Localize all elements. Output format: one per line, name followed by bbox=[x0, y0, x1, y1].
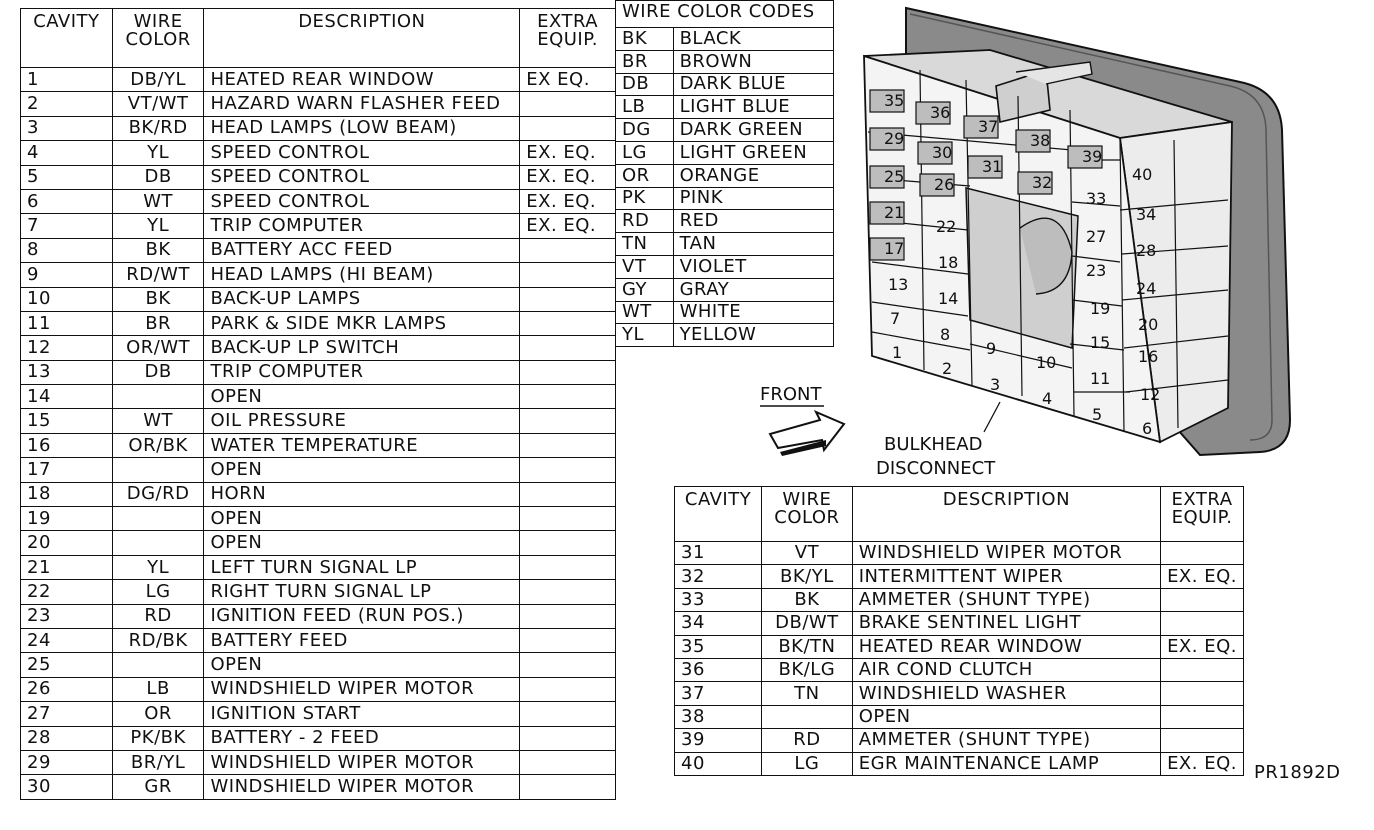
cavity-cell: 40 bbox=[675, 752, 762, 775]
table-row bbox=[21, 580, 616, 604]
extra-equip-cell bbox=[520, 726, 616, 750]
cavity-number-label: 5 bbox=[1092, 405, 1103, 424]
cavity-cell: 39 bbox=[675, 729, 762, 752]
description-cell: HEATED REAR WINDOW bbox=[852, 635, 1160, 658]
color-name-cell: VIOLET bbox=[673, 255, 833, 278]
cavity-number-label: 26 bbox=[934, 175, 955, 194]
extra-equip-cell bbox=[520, 555, 616, 579]
cavity-number-label: 21 bbox=[884, 203, 905, 222]
cavity-cell: 1 bbox=[21, 68, 113, 92]
cavity-cell: 34 bbox=[675, 612, 762, 635]
cavity-number-label: 4 bbox=[1042, 389, 1053, 408]
description-cell: WATER TEMPERATURE bbox=[204, 433, 520, 457]
cavity-number-label: 28 bbox=[1136, 241, 1157, 260]
table-header bbox=[675, 487, 1244, 542]
wire-color-cell: BK bbox=[762, 588, 853, 611]
description-cell: SPEED CONTROL bbox=[204, 189, 520, 213]
header-cavity: CAVITY bbox=[675, 487, 762, 542]
bulkhead-label-line1: BULKHEAD bbox=[884, 434, 983, 455]
table-row bbox=[21, 214, 616, 238]
description-cell: OPEN bbox=[204, 458, 520, 482]
description-cell: SPEED CONTROL bbox=[204, 165, 520, 189]
description-cell: BATTERY ACC FEED bbox=[204, 238, 520, 262]
color-name-cell: WHITE bbox=[673, 301, 833, 324]
header-description: DESCRIPTION bbox=[204, 9, 520, 68]
color-code-cell: WT bbox=[616, 301, 674, 324]
color-code-cell: LB bbox=[616, 96, 674, 119]
extra-equip-cell: EX. EQ. bbox=[1161, 635, 1244, 658]
description-cell: HEAD LAMPS (LOW BEAM) bbox=[204, 116, 520, 140]
wire-color-cell: YL bbox=[112, 141, 204, 165]
color-code-cell: BK bbox=[616, 28, 674, 51]
cavity-number-label: 30 bbox=[932, 143, 953, 162]
description-cell: WINDSHIELD WIPER MOTOR bbox=[852, 542, 1160, 565]
description-cell: RIGHT TURN SIGNAL LP bbox=[204, 580, 520, 604]
color-code-cell: DG bbox=[616, 119, 674, 142]
cavity-number-label: 16 bbox=[1138, 347, 1159, 366]
table-row bbox=[21, 238, 616, 262]
table-row bbox=[675, 565, 1244, 588]
wire-color-cell: DB/WT bbox=[762, 612, 853, 635]
description-cell: INTERMITTENT WIPER bbox=[852, 565, 1160, 588]
wire-color-cell: TN bbox=[762, 682, 853, 705]
bulkhead-leader-line bbox=[984, 402, 1000, 432]
cavity-number-label: 8 bbox=[940, 325, 951, 344]
cavity-cell: 26 bbox=[21, 677, 113, 701]
table-header bbox=[21, 9, 616, 68]
color-name-cell: DARK BLUE bbox=[673, 73, 833, 96]
extra-equip-cell bbox=[520, 750, 616, 774]
cavity-number-label: 11 bbox=[1090, 369, 1111, 388]
table-row bbox=[21, 775, 616, 799]
cavity-number-label: 23 bbox=[1086, 261, 1107, 280]
extra-equip-cell bbox=[520, 628, 616, 652]
table-row bbox=[21, 409, 616, 433]
cavity-cell: 6 bbox=[21, 189, 113, 213]
wire-color-cell: RD/WT bbox=[112, 263, 204, 287]
table-row bbox=[21, 604, 616, 628]
cavity-cell: 10 bbox=[21, 287, 113, 311]
cavity-number-label: 13 bbox=[888, 275, 909, 294]
cavity-cell: 12 bbox=[21, 336, 113, 360]
color-code-cell: LG bbox=[616, 141, 674, 164]
cavity-cell: 28 bbox=[21, 726, 113, 750]
extra-equip-cell bbox=[1161, 612, 1244, 635]
wire-color-cell: VT/WT bbox=[112, 92, 204, 116]
table-row bbox=[21, 385, 616, 409]
extra-equip-cell bbox=[520, 604, 616, 628]
wire-color-cell: OR bbox=[112, 702, 204, 726]
description-cell: HEATED REAR WINDOW bbox=[204, 68, 520, 92]
cavity-number-label: 33 bbox=[1086, 189, 1107, 208]
table-row bbox=[21, 507, 616, 531]
description-cell: EGR MAINTENANCE LAMP bbox=[852, 752, 1160, 775]
table-row bbox=[675, 752, 1244, 775]
cavity-cell: 3 bbox=[21, 116, 113, 140]
wire-color-cell: YL bbox=[112, 214, 204, 238]
table-row bbox=[21, 360, 616, 384]
cavity-cell: 21 bbox=[21, 555, 113, 579]
cavity-number-label: 29 bbox=[884, 129, 905, 148]
description-cell: HEAD LAMPS (HI BEAM) bbox=[204, 263, 520, 287]
table-row bbox=[21, 555, 616, 579]
bulkhead-disconnect-diagram bbox=[760, 0, 1374, 480]
extra-equip-cell bbox=[520, 458, 616, 482]
wire-color-cell bbox=[112, 531, 204, 555]
wire-color-cell: LG bbox=[762, 752, 853, 775]
color-name-cell: BLACK bbox=[673, 28, 833, 51]
table-body bbox=[21, 68, 616, 800]
wire-color-cell: OR/WT bbox=[112, 336, 204, 360]
cavity-cell: 16 bbox=[21, 433, 113, 457]
extra-equip-cell bbox=[520, 92, 616, 116]
cavity-cell: 2 bbox=[21, 92, 113, 116]
extra-equip-cell bbox=[1161, 542, 1244, 565]
color-name-cell: PINK bbox=[673, 187, 833, 210]
front-label: FRONT bbox=[760, 384, 822, 405]
description-cell: WINDSHIELD WIPER MOTOR bbox=[204, 750, 520, 774]
bulkhead-label-line2: DISCONNECT bbox=[876, 458, 996, 479]
wire-color-cell: LB bbox=[112, 677, 204, 701]
extra-equip-cell bbox=[520, 507, 616, 531]
color-name-cell: DARK GREEN bbox=[673, 119, 833, 142]
table-row bbox=[675, 705, 1244, 728]
cavity-cell: 24 bbox=[21, 628, 113, 652]
extra-equip-cell: EX. EQ. bbox=[520, 189, 616, 213]
wire-color-cell: BK/RD bbox=[112, 116, 204, 140]
extra-equip-cell bbox=[520, 385, 616, 409]
extra-equip-cell bbox=[520, 238, 616, 262]
color-name-cell: LIGHT GREEN bbox=[673, 141, 833, 164]
cavity-cell: 33 bbox=[675, 588, 762, 611]
cavity-number-label: 1 bbox=[892, 343, 903, 362]
table-row bbox=[21, 336, 616, 360]
cavity-table-31-40 bbox=[674, 486, 1244, 776]
table-row bbox=[21, 92, 616, 116]
cavity-number-label: 2 bbox=[942, 359, 953, 378]
wire-color-cell: DB bbox=[112, 165, 204, 189]
wire-color-cell: BK/TN bbox=[762, 635, 853, 658]
cavity-number-label: 7 bbox=[890, 309, 901, 328]
description-cell: OPEN bbox=[852, 705, 1160, 728]
table-row bbox=[21, 68, 616, 92]
wire-color-cell: GR bbox=[112, 775, 204, 799]
cavity-number-label: 38 bbox=[1030, 131, 1051, 150]
description-cell: HORN bbox=[204, 482, 520, 506]
description-cell: OPEN bbox=[204, 507, 520, 531]
table-row bbox=[21, 189, 616, 213]
description-cell: OIL PRESSURE bbox=[204, 409, 520, 433]
extra-equip-cell bbox=[520, 433, 616, 457]
extra-equip-cell bbox=[520, 287, 616, 311]
color-code-cell: VT bbox=[616, 255, 674, 278]
table-row bbox=[21, 141, 616, 165]
extra-equip-cell bbox=[1161, 705, 1244, 728]
cavity-cell: 29 bbox=[21, 750, 113, 774]
color-code-cell: GY bbox=[616, 278, 674, 301]
description-cell: AMMETER (SHUNT TYPE) bbox=[852, 729, 1160, 752]
cavity-number-label: 18 bbox=[938, 253, 959, 272]
cavity-cell: 14 bbox=[21, 385, 113, 409]
table-row bbox=[675, 658, 1244, 681]
description-cell: WINDSHIELD WIPER MOTOR bbox=[204, 775, 520, 799]
figure-id: PR1892D bbox=[1254, 762, 1341, 783]
cavity-cell: 27 bbox=[21, 702, 113, 726]
table-row bbox=[21, 677, 616, 701]
table-row bbox=[675, 588, 1244, 611]
table-row bbox=[21, 726, 616, 750]
wire-color-cell: DB/YL bbox=[112, 68, 204, 92]
wire-color-cell bbox=[112, 507, 204, 531]
cavity-cell: 13 bbox=[21, 360, 113, 384]
table-row bbox=[21, 311, 616, 335]
extra-equip-cell bbox=[520, 311, 616, 335]
table-row bbox=[21, 531, 616, 555]
cavity-table-1-30 bbox=[20, 8, 616, 800]
description-cell: HAZARD WARN FLASHER FEED bbox=[204, 92, 520, 116]
color-name-cell: GRAY bbox=[673, 278, 833, 301]
table-row bbox=[21, 263, 616, 287]
wire-color-cell: LG bbox=[112, 580, 204, 604]
wire-color-cell bbox=[112, 458, 204, 482]
cavity-number-label: 3 bbox=[990, 375, 1001, 394]
cavity-number-label: 27 bbox=[1086, 227, 1107, 246]
cavity-number-label: 12 bbox=[1140, 385, 1161, 404]
cavity-number-label: 35 bbox=[884, 91, 905, 110]
wire-color-cell: BK/YL bbox=[762, 565, 853, 588]
cavity-cell: 8 bbox=[21, 238, 113, 262]
extra-equip-cell bbox=[520, 580, 616, 604]
cavity-number-label: 31 bbox=[982, 157, 1003, 176]
table-row bbox=[21, 287, 616, 311]
wire-color-cell: BK bbox=[112, 238, 204, 262]
table-row bbox=[675, 612, 1244, 635]
description-cell: PARK & SIDE MKR LAMPS bbox=[204, 311, 520, 335]
wire-color-cell bbox=[112, 653, 204, 677]
wire-color-cell: PK/BK bbox=[112, 726, 204, 750]
table-row bbox=[21, 653, 616, 677]
wire-color-cell: BR/YL bbox=[112, 750, 204, 774]
cavity-cell: 25 bbox=[21, 653, 113, 677]
description-cell: OPEN bbox=[204, 385, 520, 409]
cavity-cell: 7 bbox=[21, 214, 113, 238]
color-code-cell: RD bbox=[616, 210, 674, 233]
extra-equip-cell bbox=[520, 482, 616, 506]
cavity-number-label: 24 bbox=[1136, 279, 1157, 298]
cavity-cell: 18 bbox=[21, 482, 113, 506]
cavity-number-label: 6 bbox=[1142, 419, 1153, 438]
cavity-cell: 36 bbox=[675, 658, 762, 681]
description-cell: AMMETER (SHUNT TYPE) bbox=[852, 588, 1160, 611]
description-cell: LEFT TURN SIGNAL LP bbox=[204, 555, 520, 579]
cavity-number-label: 19 bbox=[1090, 299, 1111, 318]
wire-color-cell: BK/LG bbox=[762, 658, 853, 681]
wire-color-cell bbox=[762, 705, 853, 728]
color-name-cell: YELLOW bbox=[673, 324, 833, 347]
cavity-cell: 31 bbox=[675, 542, 762, 565]
cavity-cell: 32 bbox=[675, 565, 762, 588]
cavity-cell: 17 bbox=[21, 458, 113, 482]
table-row bbox=[21, 628, 616, 652]
cavity-number-label: 34 bbox=[1136, 205, 1157, 224]
extra-equip-cell: EX. EQ. bbox=[520, 141, 616, 165]
extra-equip-cell bbox=[520, 653, 616, 677]
cavity-number-label: 36 bbox=[930, 103, 951, 122]
wire-color-cell: DG/RD bbox=[112, 482, 204, 506]
table-row bbox=[675, 542, 1244, 565]
header-extra-equip: EXTRA EQUIP. bbox=[1161, 487, 1244, 542]
color-code-cell: PK bbox=[616, 187, 674, 210]
header-cavity: CAVITY bbox=[21, 9, 113, 68]
table-row bbox=[675, 729, 1244, 752]
header-wire-color: WIRE COLOR bbox=[762, 487, 853, 542]
extra-equip-cell bbox=[520, 336, 616, 360]
description-cell: OPEN bbox=[204, 653, 520, 677]
description-cell: BACK-UP LP SWITCH bbox=[204, 336, 520, 360]
header-wire-color: WIRE COLOR bbox=[112, 9, 204, 68]
cavity-number-label: 22 bbox=[936, 217, 957, 236]
extra-equip-cell bbox=[520, 702, 616, 726]
table-row bbox=[21, 116, 616, 140]
color-codes-title: WIRE COLOR CODES bbox=[616, 1, 834, 28]
description-cell: IGNITION START bbox=[204, 702, 520, 726]
table-row bbox=[675, 635, 1244, 658]
cavity-cell: 23 bbox=[21, 604, 113, 628]
header-extra-equip: EXTRA EQUIP. bbox=[520, 9, 616, 68]
wire-color-cell: WT bbox=[112, 189, 204, 213]
front-arrow-icon bbox=[770, 412, 844, 450]
description-cell: OPEN bbox=[204, 531, 520, 555]
cavity-number-label: 37 bbox=[978, 117, 999, 136]
table-row bbox=[675, 682, 1244, 705]
cavity-number-label: 10 bbox=[1036, 353, 1057, 372]
cavity-number-label: 39 bbox=[1082, 147, 1103, 166]
table-row bbox=[21, 702, 616, 726]
color-code-cell: YL bbox=[616, 324, 674, 347]
table-row bbox=[21, 482, 616, 506]
header-description: DESCRIPTION bbox=[852, 487, 1160, 542]
color-name-cell: TAN bbox=[673, 233, 833, 256]
description-cell: IGNITION FEED (RUN POS.) bbox=[204, 604, 520, 628]
wire-color-cell: YL bbox=[112, 555, 204, 579]
description-cell: AIR COND CLUTCH bbox=[852, 658, 1160, 681]
color-code-cell: DB bbox=[616, 73, 674, 96]
color-code-cell: BR bbox=[616, 50, 674, 73]
cavity-number-label: 20 bbox=[1138, 315, 1159, 334]
extra-equip-cell: EX. EQ. bbox=[520, 214, 616, 238]
cavity-cell: 22 bbox=[21, 580, 113, 604]
cavity-number-label: 32 bbox=[1032, 173, 1053, 192]
cavity-cell: 5 bbox=[21, 165, 113, 189]
table-row bbox=[21, 433, 616, 457]
extra-equip-cell bbox=[1161, 682, 1244, 705]
extra-equip-cell: EX. EQ. bbox=[1161, 752, 1244, 775]
cavity-cell: 30 bbox=[21, 775, 113, 799]
extra-equip-cell bbox=[520, 531, 616, 555]
wire-color-cell: OR/BK bbox=[112, 433, 204, 457]
color-code-cell: TN bbox=[616, 233, 674, 256]
description-cell: TRIP COMPUTER bbox=[204, 214, 520, 238]
extra-equip-cell bbox=[520, 116, 616, 140]
cavity-number-label: 40 bbox=[1132, 165, 1153, 184]
description-cell: BACK-UP LAMPS bbox=[204, 287, 520, 311]
wire-color-cell: BR bbox=[112, 311, 204, 335]
cavity-cell: 37 bbox=[675, 682, 762, 705]
wire-color-cell: RD/BK bbox=[112, 628, 204, 652]
cavity-cell: 9 bbox=[21, 263, 113, 287]
extra-equip-cell: EX. EQ. bbox=[520, 165, 616, 189]
extra-equip-cell bbox=[1161, 588, 1244, 611]
wire-color-cell: DB bbox=[112, 360, 204, 384]
color-code-cell: OR bbox=[616, 164, 674, 187]
wire-color-cell: RD bbox=[112, 604, 204, 628]
color-name-cell: ORANGE bbox=[673, 164, 833, 187]
wire-color-cell: WT bbox=[112, 409, 204, 433]
cavity-number-label: 9 bbox=[986, 339, 997, 358]
table-row bbox=[21, 165, 616, 189]
color-name-cell: BROWN bbox=[673, 50, 833, 73]
cavity-cell: 4 bbox=[21, 141, 113, 165]
extra-equip-cell bbox=[520, 677, 616, 701]
extra-equip-cell: EX EQ. bbox=[520, 68, 616, 92]
table-row bbox=[21, 458, 616, 482]
extra-equip-cell: EX. EQ. bbox=[1161, 565, 1244, 588]
cavity-number-label: 17 bbox=[884, 239, 905, 258]
extra-equip-cell bbox=[1161, 729, 1244, 752]
extra-equip-cell bbox=[1161, 658, 1244, 681]
extra-equip-cell bbox=[520, 360, 616, 384]
cavity-cell: 38 bbox=[675, 705, 762, 728]
cavity-number-label: 15 bbox=[1090, 333, 1111, 352]
wire-color-cell: BK bbox=[112, 287, 204, 311]
description-cell: BRAKE SENTINEL LIGHT bbox=[852, 612, 1160, 635]
wire-color-cell: RD bbox=[762, 729, 853, 752]
wire-color-cell: VT bbox=[762, 542, 853, 565]
description-cell: WINDSHIELD WASHER bbox=[852, 682, 1160, 705]
color-name-cell: RED bbox=[673, 210, 833, 233]
extra-equip-cell bbox=[520, 775, 616, 799]
description-cell: TRIP COMPUTER bbox=[204, 360, 520, 384]
table-row bbox=[21, 750, 616, 774]
description-cell: WINDSHIELD WIPER MOTOR bbox=[204, 677, 520, 701]
extra-equip-cell bbox=[520, 409, 616, 433]
cavity-cell: 19 bbox=[21, 507, 113, 531]
cavity-cell: 11 bbox=[21, 311, 113, 335]
cavity-cell: 35 bbox=[675, 635, 762, 658]
description-cell: BATTERY - 2 FEED bbox=[204, 726, 520, 750]
description-cell: BATTERY FEED bbox=[204, 628, 520, 652]
table-body bbox=[675, 542, 1244, 776]
wire-color-cell bbox=[112, 385, 204, 409]
color-name-cell: LIGHT BLUE bbox=[673, 96, 833, 119]
description-cell: SPEED CONTROL bbox=[204, 141, 520, 165]
cavity-cell: 15 bbox=[21, 409, 113, 433]
cavity-cell: 20 bbox=[21, 531, 113, 555]
cavity-number-label: 25 bbox=[884, 167, 905, 186]
extra-equip-cell bbox=[520, 263, 616, 287]
cavity-number-label: 14 bbox=[938, 289, 959, 308]
